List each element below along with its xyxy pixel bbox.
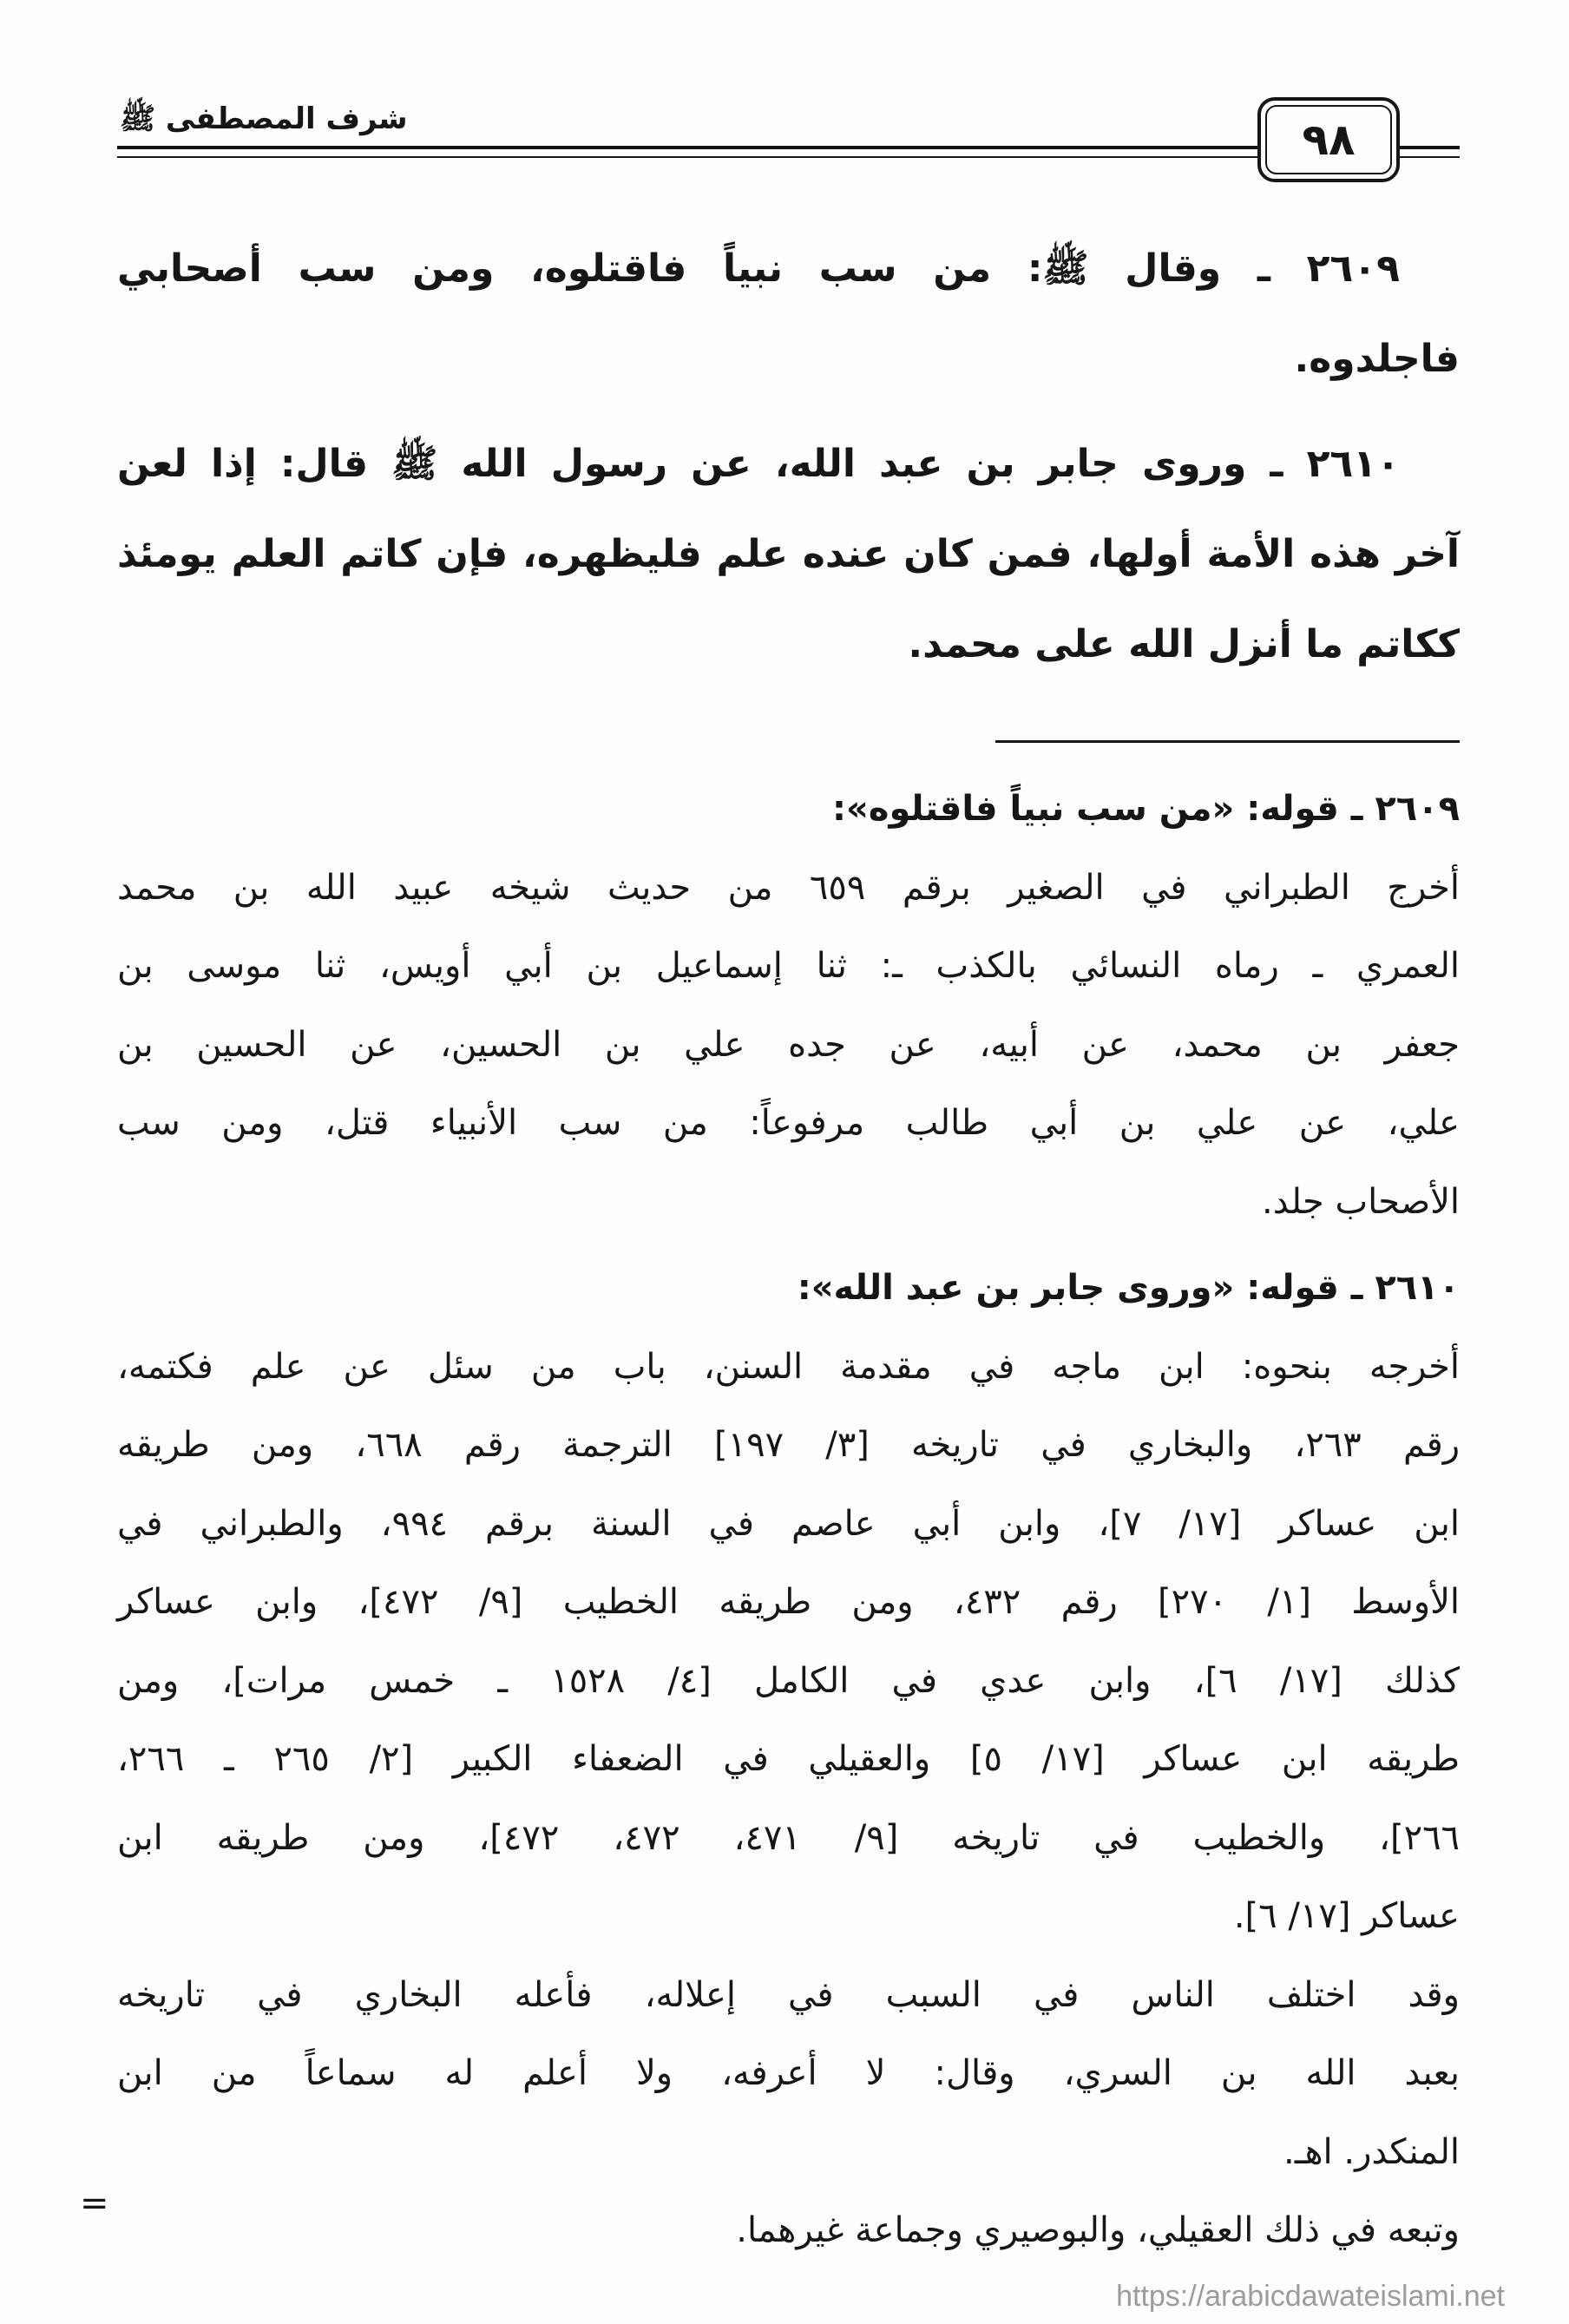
footnote-line: المنكدر. اهـ.: [1283, 2131, 1460, 2172]
footnote-paragraph: [117, 1328, 1460, 1956]
footnote-line: أخرجه بنحوه: ابن ماجه في مقدمة السنن، باب من سئل عن علم فكتمه،: [117, 1346, 1460, 1387]
footnote-2610: [117, 1249, 1460, 2270]
footnote-line: عساكر [١٧/ ٦].: [1233, 1896, 1460, 1936]
main-text: [117, 224, 1460, 690]
site-watermark: https://arabicdawateislami.net: [1116, 2280, 1505, 2313]
running-header-title: شرف المصطفى ﷺ: [120, 102, 408, 136]
footnote-2609: [117, 770, 1460, 1241]
footnote-paragraph: [117, 1956, 1460, 2192]
page-number: ٩٨: [1265, 105, 1392, 174]
footnote-line: الأصحاب جلد.: [1262, 1181, 1460, 1222]
footnote-line: وتبعه في ذلك العقيلي، والبوصيري وجماعة غيرهما.: [736, 2210, 1460, 2250]
footnote-heading: ٢٦١٠ ـ قوله: «وروى جابر بن عبد الله»:: [797, 1268, 1460, 1308]
footnote-line: ٢٦٦]، والخطيب في تاريخه [٩/ ٤٧١، ٤٧٢، ٤٧٢]، ومن طريقه ابن: [117, 1817, 1461, 1858]
main-text-line: ٢٦٠٩ ـ وقال ﷺ: من سب نبياً فاقتلوه، ومن سب أصحابي: [117, 246, 1400, 291]
footnote-line: جعفر بن محمد، عن أبيه، عن جده علي بن الحسين، عن الحسين بن: [117, 1024, 1460, 1065]
main-text-line: ٢٦١٠ ـ وروى جابر بن عبد الله، عن رسول الله ﷺ قال: إذا لعن: [117, 442, 1400, 486]
footnote-paragraph: [117, 2191, 1460, 2270]
footnote-line: كذلك [١٧/ ٦]، وابن عدي في الكامل [٤/ ١٥٢٨ ـ خمس مرات]، ومن: [117, 1660, 1460, 1701]
main-text-line: فاجلدوه.: [1294, 337, 1460, 381]
footnote-heading: ٢٦٠٩ ـ قوله: «من سب نبياً فاقتلوه»:: [832, 789, 1460, 829]
footnote-line: أخرج الطبراني في الصغير برقم ٦٥٩ من حديث شيخه عبيد الله بن محمد: [117, 867, 1460, 908]
footnote-line: بعبد الله بن السري، وقال: لا أعرفه، ولا أعلم له سماعاً من ابن: [117, 2053, 1460, 2093]
footnote-separator: [995, 740, 1460, 743]
main-paragraph-2610: [117, 419, 1460, 690]
footnote-line: علي، عن علي بن أبي طالب مرفوعاً: من سب الأنبياء قتل، ومن سب: [117, 1103, 1460, 1143]
footnote-line: رقم ٢٦٣، والبخاري في تاريخه [٣/ ١٩٧] الترجمة رقم ٦٦٨، ومن طريقه: [117, 1425, 1461, 1465]
footnote-line: وقد اختلف الناس في السبب في إعلاله، فأعله البخاري في تاريخه: [117, 1974, 1460, 2015]
main-text-line: آخر هذه الأمة أولها، فمن كان عنده علم فليظهره، فإن كاتم العلم يومئذ: [117, 532, 1460, 576]
main-text-line: ككاتم ما أنزل الله على محمد.: [908, 622, 1460, 666]
footnote-line: العمري ـ رماه النسائي بالكذب ـ: ثنا إسماعيل بن أبي أويس، ثنا موسى بن: [117, 946, 1460, 986]
footnote-line: الأوسط [١/ ٢٧٠] رقم ٤٣٢، ومن طريقه الخطيب [٩/ ٤٧٢]، وابن عساكر: [117, 1582, 1461, 1622]
continuation-mark: =: [80, 2183, 109, 2223]
page-number-box: [1257, 97, 1400, 182]
main-paragraph-2609: [117, 224, 1460, 404]
footnote-line: ابن عساكر [١٧/ ٧]، وابن أبي عاصم في السنة برقم ٩٩٤، والطبراني في: [117, 1503, 1460, 1544]
footnote-line: طريقه ابن عساكر [١٧/ ٥] والعقيلي في الضعفاء الكبير [٢/ ٢٦٥ ـ ٢٦٦،: [117, 1739, 1460, 1779]
